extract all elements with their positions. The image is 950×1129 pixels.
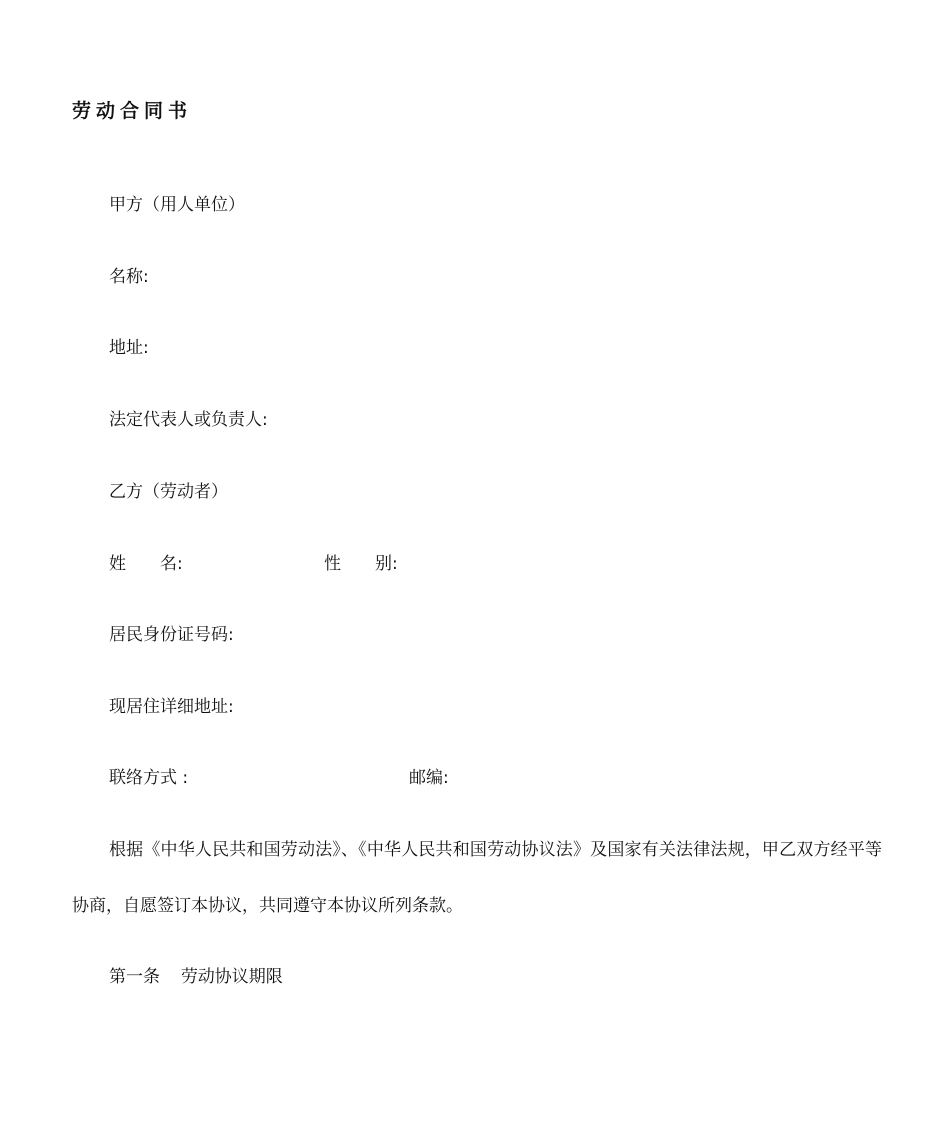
party-b-id-label: 居民身份证号码: (109, 625, 234, 645)
party-a-name-label: 名称: (109, 267, 149, 287)
party-a-address-label: 地址: (109, 338, 149, 358)
party-a-legal-rep-label: 法定代表人或负责人: (109, 410, 268, 430)
document-title: 劳动合同书 (72, 100, 193, 122)
party-b-gender-label: 性 别: (324, 554, 398, 574)
party-a-heading: 甲方（用人单位） (109, 195, 245, 215)
party-b-heading: 乙方（劳动者） (109, 482, 228, 502)
party-b-name-gender-row (109, 551, 183, 577)
article-1-title: 劳动协议期限 (180, 967, 283, 987)
party-b-postcode-label: 邮编: (409, 768, 449, 788)
preamble-paragraph: 根据《中华人民共和国劳动法》、《中华人民共和国劳动协议法》及国家有关法律法规，甲乙双方经平等协商，自愿签订本协议，共同遵守本协议所列条款。 (72, 840, 882, 916)
article-1-number: 第一条 (109, 967, 160, 987)
party-b-address-label: 现居住详细地址: (109, 697, 234, 717)
article-1-heading (109, 964, 283, 990)
party-b-contact-label: 联络方式 : (109, 768, 189, 788)
party-b-gender-row (324, 551, 398, 577)
party-b-name-label: 姓 名: (109, 554, 183, 574)
